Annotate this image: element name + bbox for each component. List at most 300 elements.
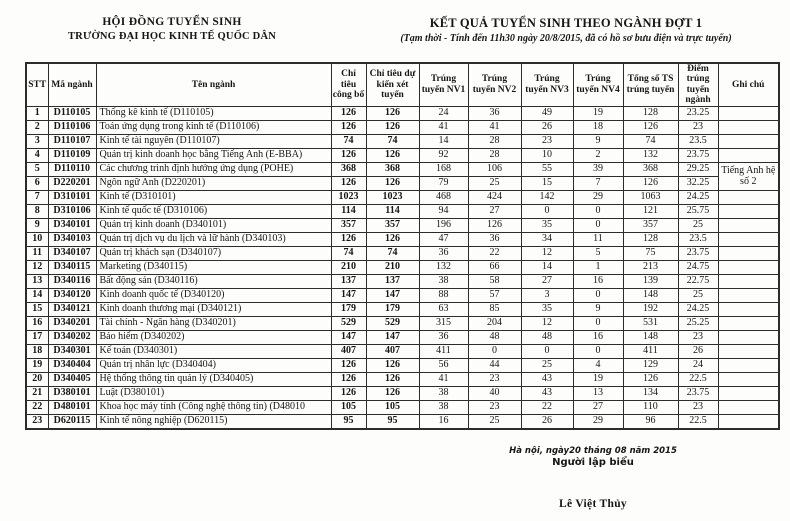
admitted-nv4: 9 (573, 134, 623, 148)
major-code: D340101 (48, 218, 96, 232)
note-cell (718, 274, 779, 288)
column-header-4: Chỉ tiêu dự kiến xét tuyển (366, 63, 419, 106)
table-row (26, 120, 779, 134)
quota-announced: 1023 (331, 190, 366, 204)
admitted-total: 139 (623, 274, 678, 288)
admitted-nv3: 3 (521, 288, 573, 302)
major-name: Kinh doanh thương mại (D340121) (96, 302, 331, 316)
column-header-1: Mã ngành (48, 63, 96, 106)
major-code: D340301 (48, 344, 96, 358)
major-name: Thống kê kinh tế (D110105) (96, 106, 331, 120)
quota-expected: 529 (366, 316, 419, 330)
admission-score: 22.5 (678, 372, 718, 386)
preparer-role-label: Người lập biểu (552, 457, 634, 468)
major-code: D340202 (48, 330, 96, 344)
table-row (26, 106, 779, 120)
admitted-nv3: 12 (521, 316, 573, 330)
admitted-nv4: 29 (573, 190, 623, 204)
admitted-nv2: 41 (468, 120, 521, 134)
quota-announced: 407 (331, 344, 366, 358)
admitted-nv4: 18 (573, 120, 623, 134)
quota-expected: 407 (366, 344, 419, 358)
admitted-nv1: 63 (419, 302, 468, 316)
quota-announced: 74 (331, 246, 366, 260)
note-cell (718, 330, 779, 344)
major-name: Kinh tế tài nguyên (D110107) (96, 134, 331, 148)
row-number: 16 (26, 316, 48, 330)
quota-expected: 105 (366, 400, 419, 414)
major-name: Tài chính - Ngân hàng (D340201) (96, 316, 331, 330)
admission-score: 25 (678, 288, 718, 302)
admitted-nv2: 25 (468, 414, 521, 429)
admitted-nv1: 41 (419, 372, 468, 386)
admission-score: 22.75 (678, 274, 718, 288)
row-number: 20 (26, 372, 48, 386)
admitted-total: 213 (623, 260, 678, 274)
admission-score: 25 (678, 218, 718, 232)
admission-score: 23.75 (678, 386, 718, 400)
admitted-nv3: 49 (521, 106, 573, 120)
admission-score: 25.75 (678, 204, 718, 218)
major-code: D220201 (48, 176, 96, 190)
major-code: D340201 (48, 316, 96, 330)
council-name: HỘI ĐỒNG TUYỂN SINH (102, 16, 242, 28)
signature-block (400, 446, 786, 468)
quota-expected: 114 (366, 204, 419, 218)
quota-announced: 147 (331, 288, 366, 302)
admitted-nv2: 27 (468, 204, 521, 218)
table-row (26, 190, 779, 204)
admitted-total: 110 (623, 400, 678, 414)
admitted-nv4: 27 (573, 400, 623, 414)
admitted-nv1: 38 (419, 386, 468, 400)
admission-score: 23.25 (678, 106, 718, 120)
quota-expected: 126 (366, 120, 419, 134)
admitted-nv1: 88 (419, 288, 468, 302)
admission-score: 25.25 (678, 316, 718, 330)
table-row (26, 274, 779, 288)
admitted-total: 126 (623, 176, 678, 190)
admitted-nv1: 14 (419, 134, 468, 148)
major-name: Kinh tế nông nghiệp (D620115) (96, 414, 331, 429)
admitted-nv1: 468 (419, 190, 468, 204)
admitted-nv1: 38 (419, 400, 468, 414)
admitted-nv2: 44 (468, 358, 521, 372)
quota-announced: 126 (331, 372, 366, 386)
note-cell (718, 400, 779, 414)
admission-score: 23.75 (678, 148, 718, 162)
note-cell (718, 190, 779, 204)
quota-announced: 357 (331, 218, 366, 232)
title-block (348, 16, 784, 44)
row-number: 9 (26, 218, 48, 232)
admitted-total: 128 (623, 106, 678, 120)
quota-expected: 126 (366, 148, 419, 162)
column-header-10: Điểm trúng tuyển ngành (678, 63, 718, 106)
document-title: KẾT QUẢ TUYỂN SINH THEO NGÀNH ĐỢT 1 (429, 16, 703, 30)
admitted-total: 128 (623, 232, 678, 246)
row-number: 11 (26, 246, 48, 260)
admitted-total: 1063 (623, 190, 678, 204)
admitted-nv3: 142 (521, 190, 573, 204)
quota-expected: 74 (366, 134, 419, 148)
quota-expected: 126 (366, 106, 419, 120)
column-header-9: Tổng số TS trúng tuyển (623, 63, 678, 106)
note-cell (718, 372, 779, 386)
admitted-nv3: 26 (521, 414, 573, 429)
quota-announced: 105 (331, 400, 366, 414)
note-cell (718, 344, 779, 358)
admitted-nv2: 36 (468, 106, 521, 120)
admitted-nv3: 27 (521, 274, 573, 288)
major-name: Kế toán (D340301) (96, 344, 331, 358)
major-code: D340103 (48, 232, 96, 246)
admitted-nv2: 204 (468, 316, 521, 330)
quota-expected: 126 (366, 176, 419, 190)
admitted-nv3: 35 (521, 218, 573, 232)
note-cell (718, 134, 779, 148)
admitted-nv1: 36 (419, 246, 468, 260)
admitted-nv1: 132 (419, 260, 468, 274)
note-cell (718, 302, 779, 316)
table-row (26, 344, 779, 358)
note-cell (718, 288, 779, 302)
admitted-nv1: 47 (419, 232, 468, 246)
table-row (26, 302, 779, 316)
note-cell (718, 106, 779, 120)
table-row (26, 134, 779, 148)
column-header-5: Trúng tuyển NV1 (419, 63, 468, 106)
admitted-nv3: 43 (521, 386, 573, 400)
major-code: D340121 (48, 302, 96, 316)
major-name: Quản trị nhân lực (D340404) (96, 358, 331, 372)
admission-score: 24.75 (678, 260, 718, 274)
admitted-nv3: 55 (521, 162, 573, 176)
admitted-total: 368 (623, 162, 678, 176)
column-header-3: Chỉ tiêu công bố (331, 63, 366, 106)
admitted-nv3: 34 (521, 232, 573, 246)
admitted-nv2: 58 (468, 274, 521, 288)
admitted-nv3: 10 (521, 148, 573, 162)
quota-announced: 147 (331, 330, 366, 344)
admitted-nv3: 35 (521, 302, 573, 316)
admitted-nv3: 0 (521, 204, 573, 218)
quota-announced: 126 (331, 106, 366, 120)
quota-announced: 126 (331, 232, 366, 246)
quota-expected: 137 (366, 274, 419, 288)
admitted-nv3: 0 (521, 344, 573, 358)
admitted-nv3: 26 (521, 120, 573, 134)
admitted-nv4: 0 (573, 288, 623, 302)
admitted-nv1: 56 (419, 358, 468, 372)
admitted-nv4: 4 (573, 358, 623, 372)
quota-expected: 210 (366, 260, 419, 274)
table-row (26, 218, 779, 232)
table-row (26, 358, 779, 372)
admitted-nv3: 22 (521, 400, 573, 414)
major-name: Quản trị dịch vụ du lịch và lữ hành (D340103) (96, 232, 331, 246)
admitted-nv4: 0 (573, 218, 623, 232)
admitted-nv1: 36 (419, 330, 468, 344)
column-header-8: Trúng tuyển NV4 (573, 63, 623, 106)
table-row (26, 372, 779, 386)
admitted-nv1: 24 (419, 106, 468, 120)
quota-expected: 126 (366, 386, 419, 400)
row-number: 12 (26, 260, 48, 274)
major-name: Ngôn ngữ Anh (D220201) (96, 176, 331, 190)
quota-announced: 114 (331, 204, 366, 218)
table-row (26, 316, 779, 330)
admitted-total: 134 (623, 386, 678, 400)
quota-expected: 1023 (366, 190, 419, 204)
quota-expected: 74 (366, 246, 419, 260)
major-name: Các chương trình định hướng ứng dụng (POHE) (96, 162, 331, 176)
admitted-nv3: 14 (521, 260, 573, 274)
major-name: Bất động sản (D340116) (96, 274, 331, 288)
major-code: D110110 (48, 162, 96, 176)
table-row (26, 400, 779, 414)
major-code: D620115 (48, 414, 96, 429)
quota-announced: 210 (331, 260, 366, 274)
quota-announced: 126 (331, 176, 366, 190)
major-code: D480101 (48, 400, 96, 414)
university-name: TRƯỜNG ĐẠI HỌC KINH TẾ QUỐC DÂN (67, 31, 277, 42)
note-cell (718, 414, 779, 429)
table-row (26, 162, 779, 176)
organization-block (28, 16, 316, 42)
table-row (26, 414, 779, 429)
row-number: 22 (26, 400, 48, 414)
major-name: Marketing (D340115) (96, 260, 331, 274)
major-name: Hệ thống thông tin quản lý (D340405) (96, 372, 331, 386)
row-number: 3 (26, 134, 48, 148)
admitted-total: 411 (623, 344, 678, 358)
column-header-0: STT (26, 63, 48, 106)
table-row (26, 288, 779, 302)
admitted-nv4: 39 (573, 162, 623, 176)
admission-score: 23.5 (678, 232, 718, 246)
admission-score: 29.25 (678, 162, 718, 176)
row-number: 7 (26, 190, 48, 204)
table-row (26, 148, 779, 162)
row-number: 10 (26, 232, 48, 246)
row-number: 18 (26, 344, 48, 358)
row-number: 13 (26, 274, 48, 288)
column-header-6: Trúng tuyển NV2 (468, 63, 521, 106)
admitted-nv2: 0 (468, 344, 521, 358)
quota-announced: 529 (331, 316, 366, 330)
admitted-nv1: 79 (419, 176, 468, 190)
table-row (26, 232, 779, 246)
admitted-total: 148 (623, 330, 678, 344)
admission-score: 23 (678, 400, 718, 414)
major-code: D310101 (48, 190, 96, 204)
admitted-nv2: 424 (468, 190, 521, 204)
row-number: 5 (26, 162, 48, 176)
admitted-nv4: 5 (573, 246, 623, 260)
admitted-nv4: 1 (573, 260, 623, 274)
table-row (26, 204, 779, 218)
admitted-nv2: 48 (468, 330, 521, 344)
table-row (26, 260, 779, 274)
table-row (26, 330, 779, 344)
admitted-nv3: 12 (521, 246, 573, 260)
note-cell (718, 358, 779, 372)
admitted-nv1: 168 (419, 162, 468, 176)
place-date-line: Hà nội, ngày20 tháng 08 năm 2015 (509, 446, 677, 456)
table-row (26, 386, 779, 400)
table-row (26, 246, 779, 260)
row-number: 8 (26, 204, 48, 218)
admission-score: 23.5 (678, 134, 718, 148)
major-code: D340404 (48, 358, 96, 372)
row-number: 19 (26, 358, 48, 372)
row-number: 14 (26, 288, 48, 302)
major-name: Kinh doanh quốc tế (D340120) (96, 288, 331, 302)
admitted-total: 129 (623, 358, 678, 372)
major-code: D340405 (48, 372, 96, 386)
quota-expected: 179 (366, 302, 419, 316)
row-number: 23 (26, 414, 48, 429)
admitted-nv4: 9 (573, 302, 623, 316)
quota-expected: 126 (366, 372, 419, 386)
admitted-nv2: 66 (468, 260, 521, 274)
admitted-nv2: 126 (468, 218, 521, 232)
major-code: D110107 (48, 134, 96, 148)
note-cell (718, 386, 779, 400)
major-name: Kinh tế quốc tế (D310106) (96, 204, 331, 218)
admitted-total: 74 (623, 134, 678, 148)
preparer-name: Lê Việt Thủy (559, 498, 627, 510)
admission-score: 22.5 (678, 414, 718, 429)
admitted-nv2: 36 (468, 232, 521, 246)
major-name: Quản trị kinh doanh (D340101) (96, 218, 331, 232)
note-cell (718, 246, 779, 260)
quota-announced: 179 (331, 302, 366, 316)
admitted-nv1: 196 (419, 218, 468, 232)
admitted-total: 132 (623, 148, 678, 162)
admitted-nv1: 38 (419, 274, 468, 288)
admitted-nv4: 2 (573, 148, 623, 162)
admitted-nv4: 29 (573, 414, 623, 429)
admitted-total: 126 (623, 120, 678, 134)
major-code: D340107 (48, 246, 96, 260)
admission-score: 24.25 (678, 302, 718, 316)
admission-score: 24 (678, 358, 718, 372)
row-number: 4 (26, 148, 48, 162)
admitted-nv4: 16 (573, 274, 623, 288)
admitted-nv2: 106 (468, 162, 521, 176)
admission-score: 32.25 (678, 176, 718, 190)
note-cell (718, 260, 779, 274)
admitted-total: 357 (623, 218, 678, 232)
major-code: D340120 (48, 288, 96, 302)
admitted-nv4: 13 (573, 386, 623, 400)
admitted-total: 531 (623, 316, 678, 330)
note-cell (718, 316, 779, 330)
major-name: Kinh tế (D310101) (96, 190, 331, 204)
admitted-nv4: 0 (573, 204, 623, 218)
quota-expected: 147 (366, 330, 419, 344)
quota-announced: 126 (331, 358, 366, 372)
row-number: 21 (26, 386, 48, 400)
admission-score: 24.25 (678, 190, 718, 204)
major-name: Bảo hiểm (D340202) (96, 330, 331, 344)
admitted-nv3: 48 (521, 330, 573, 344)
admitted-nv2: 57 (468, 288, 521, 302)
admitted-total: 96 (623, 414, 678, 429)
quota-announced: 368 (331, 162, 366, 176)
quota-expected: 368 (366, 162, 419, 176)
major-code: D110109 (48, 148, 96, 162)
row-number: 6 (26, 176, 48, 190)
admitted-total: 148 (623, 288, 678, 302)
admission-score: 23.75 (678, 246, 718, 260)
admitted-nv1: 315 (419, 316, 468, 330)
admitted-nv4: 7 (573, 176, 623, 190)
major-code: D310106 (48, 204, 96, 218)
quota-announced: 126 (331, 148, 366, 162)
column-header-2: Tên ngành (96, 63, 331, 106)
note-cell (718, 148, 779, 162)
admitted-total: 126 (623, 372, 678, 386)
quota-expected: 126 (366, 232, 419, 246)
admitted-nv2: 23 (468, 400, 521, 414)
admitted-nv1: 94 (419, 204, 468, 218)
admitted-nv4: 16 (573, 330, 623, 344)
major-name: Khoa học máy tính (Công nghệ thông tin) (D48010 (96, 400, 331, 414)
admitted-nv4: 0 (573, 344, 623, 358)
admitted-nv1: 411 (419, 344, 468, 358)
admitted-total: 75 (623, 246, 678, 260)
admitted-nv2: 28 (468, 148, 521, 162)
admitted-nv3: 23 (521, 134, 573, 148)
major-code: D340116 (48, 274, 96, 288)
quota-announced: 126 (331, 120, 366, 134)
major-name: Quản trị kinh doanh học bằng Tiếng Anh (E-BBA) (96, 148, 331, 162)
quota-announced: 95 (331, 414, 366, 429)
admitted-total: 121 (623, 204, 678, 218)
admitted-nv3: 15 (521, 176, 573, 190)
document-subtitle: (Tạm thời - Tính đến 11h30 ngày 20/8/2015, đã có hồ sơ bưu điện và trực tuyến) (400, 33, 732, 44)
quota-announced: 126 (331, 386, 366, 400)
admitted-nv1: 16 (419, 414, 468, 429)
table-row (26, 176, 779, 190)
results-body (26, 106, 779, 429)
admitted-nv3: 43 (521, 372, 573, 386)
major-code: D340115 (48, 260, 96, 274)
admitted-nv4: 19 (573, 106, 623, 120)
column-header-11: Ghi chú (718, 63, 779, 106)
column-header-7: Trúng tuyển NV3 (521, 63, 573, 106)
note-cell (718, 204, 779, 218)
admitted-nv4: 19 (573, 372, 623, 386)
note-cell (718, 232, 779, 246)
note-cell (718, 120, 779, 134)
admitted-nv2: 22 (468, 246, 521, 260)
admitted-nv2: 23 (468, 372, 521, 386)
admitted-nv4: 0 (573, 316, 623, 330)
admission-score: 23 (678, 330, 718, 344)
admitted-nv1: 41 (419, 120, 468, 134)
admitted-total: 192 (623, 302, 678, 316)
note-cell (718, 218, 779, 232)
major-name: Quản trị khách sạn (D340107) (96, 246, 331, 260)
admitted-nv3: 25 (521, 358, 573, 372)
quota-expected: 126 (366, 358, 419, 372)
admission-score: 23 (678, 120, 718, 134)
major-code: D110106 (48, 120, 96, 134)
